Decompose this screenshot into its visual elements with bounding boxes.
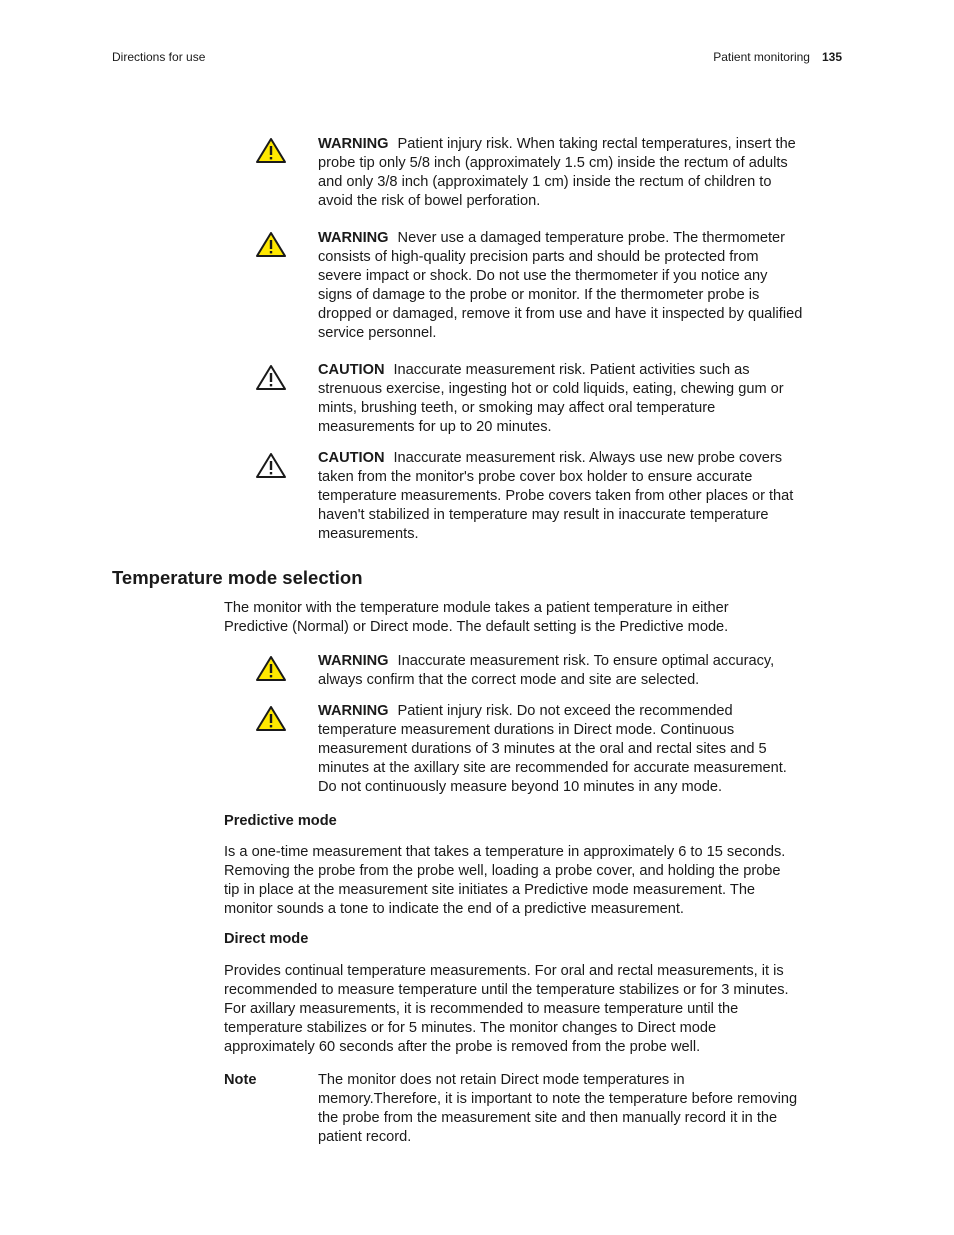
message-keyword: WARNING — [318, 136, 389, 152]
message-line: minutes at the axillary site are recommended for accurate measurement. — [318, 760, 787, 776]
warning-icon — [255, 231, 287, 258]
caution-message — [318, 449, 846, 544]
note-text — [318, 1071, 846, 1147]
section-title: Temperature mode selection — [112, 567, 363, 588]
paragraph-line: Predictive (Normal) or Direct mode. The default setting is the Predictive mode. — [224, 619, 729, 635]
message-line: measurements for up to 20 minutes. — [318, 419, 552, 435]
warning-message — [318, 229, 846, 343]
paragraph-line: Removing the probe from the probe well, loading a probe cover, and holding the probe — [224, 863, 781, 879]
note-label: Note — [224, 1072, 257, 1088]
caution-icon — [255, 452, 287, 479]
caution-icon — [255, 364, 287, 391]
message-line: severe impact or shock. Do not use the thermometer if you notice any — [318, 268, 768, 284]
note-line: The monitor does not retain Direct mode temperatures in — [318, 1072, 685, 1088]
note-line: the probe from the measurement site and then manually record it in the — [318, 1110, 778, 1126]
message-line: service personnel. — [318, 325, 437, 341]
message-line: measurement durations of 3 minutes at the oral and rectal sites and 5 — [318, 741, 767, 757]
message-keyword: WARNING — [318, 703, 389, 719]
message-line: taken from the monitor's probe cover box holder to ensure accurate — [318, 469, 753, 485]
running-header-doc-title: Directions for use — [112, 50, 206, 64]
page-number: 135 — [821, 50, 842, 64]
running-header-section: Patient monitoring — [713, 50, 810, 64]
running-header-right — [713, 50, 842, 64]
message-keyword: WARNING — [318, 653, 389, 669]
predictive-mode-heading: Predictive mode — [224, 813, 337, 829]
message-line: Inaccurate measurement risk. Always use new probe covers — [393, 450, 783, 466]
caution-message — [318, 361, 846, 437]
message-line: probe tip only 5/8 inch (approximately 1.5 cm) inside the rectum of adults — [318, 155, 788, 171]
direct-mode-heading: Direct mode — [224, 931, 309, 947]
message-line: avoid the risk of bowel perforation. — [318, 193, 541, 209]
paragraph-line: monitor sounds a tone to indicate the end of a predictive measurement. — [224, 901, 684, 917]
message-line: signs of damage to the probe or monitor. If the thermometer probe is — [318, 287, 760, 303]
warning-icon — [255, 705, 287, 732]
message-line: mints, brushing teeth, or smoking may affect oral temperature — [318, 400, 716, 416]
predictive-mode-paragraph — [224, 843, 844, 919]
message-line: Patient injury risk. Do not exceed the recommended — [397, 703, 733, 719]
paragraph-line: Provides continual temperature measurements. For oral and rectal measurements, it is — [224, 963, 784, 979]
intro-paragraph — [224, 599, 844, 637]
message-line: and only 3/8 inch (approximately 1 cm) inside the rectum of children to — [318, 174, 772, 190]
warning-message — [318, 652, 846, 690]
message-keyword: WARNING — [318, 230, 389, 246]
paragraph-line: recommended to measure temperature until the temperature stabilizes or for 3 minutes. — [224, 982, 789, 998]
message-line: always confirm that the correct mode and site are selected. — [318, 672, 700, 688]
message-line: Do not continuously measure beyond 10 minutes in any mode. — [318, 779, 723, 795]
warning-message — [318, 135, 846, 211]
message-line: Patient injury risk. When taking rectal temperatures, insert the — [397, 136, 796, 152]
message-line: Inaccurate measurement risk. To ensure optimal accuracy, — [397, 653, 775, 669]
message-line: temperature measurement durations in Direct mode. Continuous — [318, 722, 735, 738]
paragraph-line: For axillary measurements, it is recommended to measure temperature until the — [224, 1001, 739, 1017]
message-line: dropped or damaged, remove it from use and have it inspected by qualified — [318, 306, 803, 322]
warning-message — [318, 702, 846, 797]
note-line: patient record. — [318, 1129, 412, 1145]
warning-icon — [255, 655, 287, 682]
message-keyword: CAUTION — [318, 362, 385, 378]
message-line: consists of high-quality precision parts and should be protected from — [318, 249, 759, 265]
message-line: temperature measurements. Probe covers taken from other places or that — [318, 488, 794, 504]
message-line: strenuous exercise, ingesting hot or cold liquids, eating, chewing gum or — [318, 381, 784, 397]
message-line: Inaccurate measurement risk. Patient activities such as — [393, 362, 750, 378]
paragraph-line: tip in place at the measurement site initiates a Predictive mode measurement. The — [224, 882, 756, 898]
paragraph-line: The monitor with the temperature module takes a patient temperature in either — [224, 600, 729, 616]
message-line: haven't stabilized in temperature may result in inaccurate temperature — [318, 507, 769, 523]
direct-mode-paragraph — [224, 962, 844, 1057]
message-keyword: CAUTION — [318, 450, 385, 466]
warning-icon — [255, 137, 287, 164]
paragraph-line: Is a one-time measurement that takes a temperature in approximately 6 to 15 seconds. — [224, 844, 786, 860]
message-line: Never use a damaged temperature probe. The thermometer — [397, 230, 786, 246]
message-line: measurements. — [318, 526, 419, 542]
paragraph-line: approximately 60 seconds after the probe is removed from the probe well. — [224, 1039, 701, 1055]
paragraph-line: temperature stabilizes or for 5 minutes. The monitor changes to Direct mode — [224, 1020, 717, 1036]
note-line: memory.Therefore, it is important to note the temperature before removing — [318, 1091, 798, 1107]
